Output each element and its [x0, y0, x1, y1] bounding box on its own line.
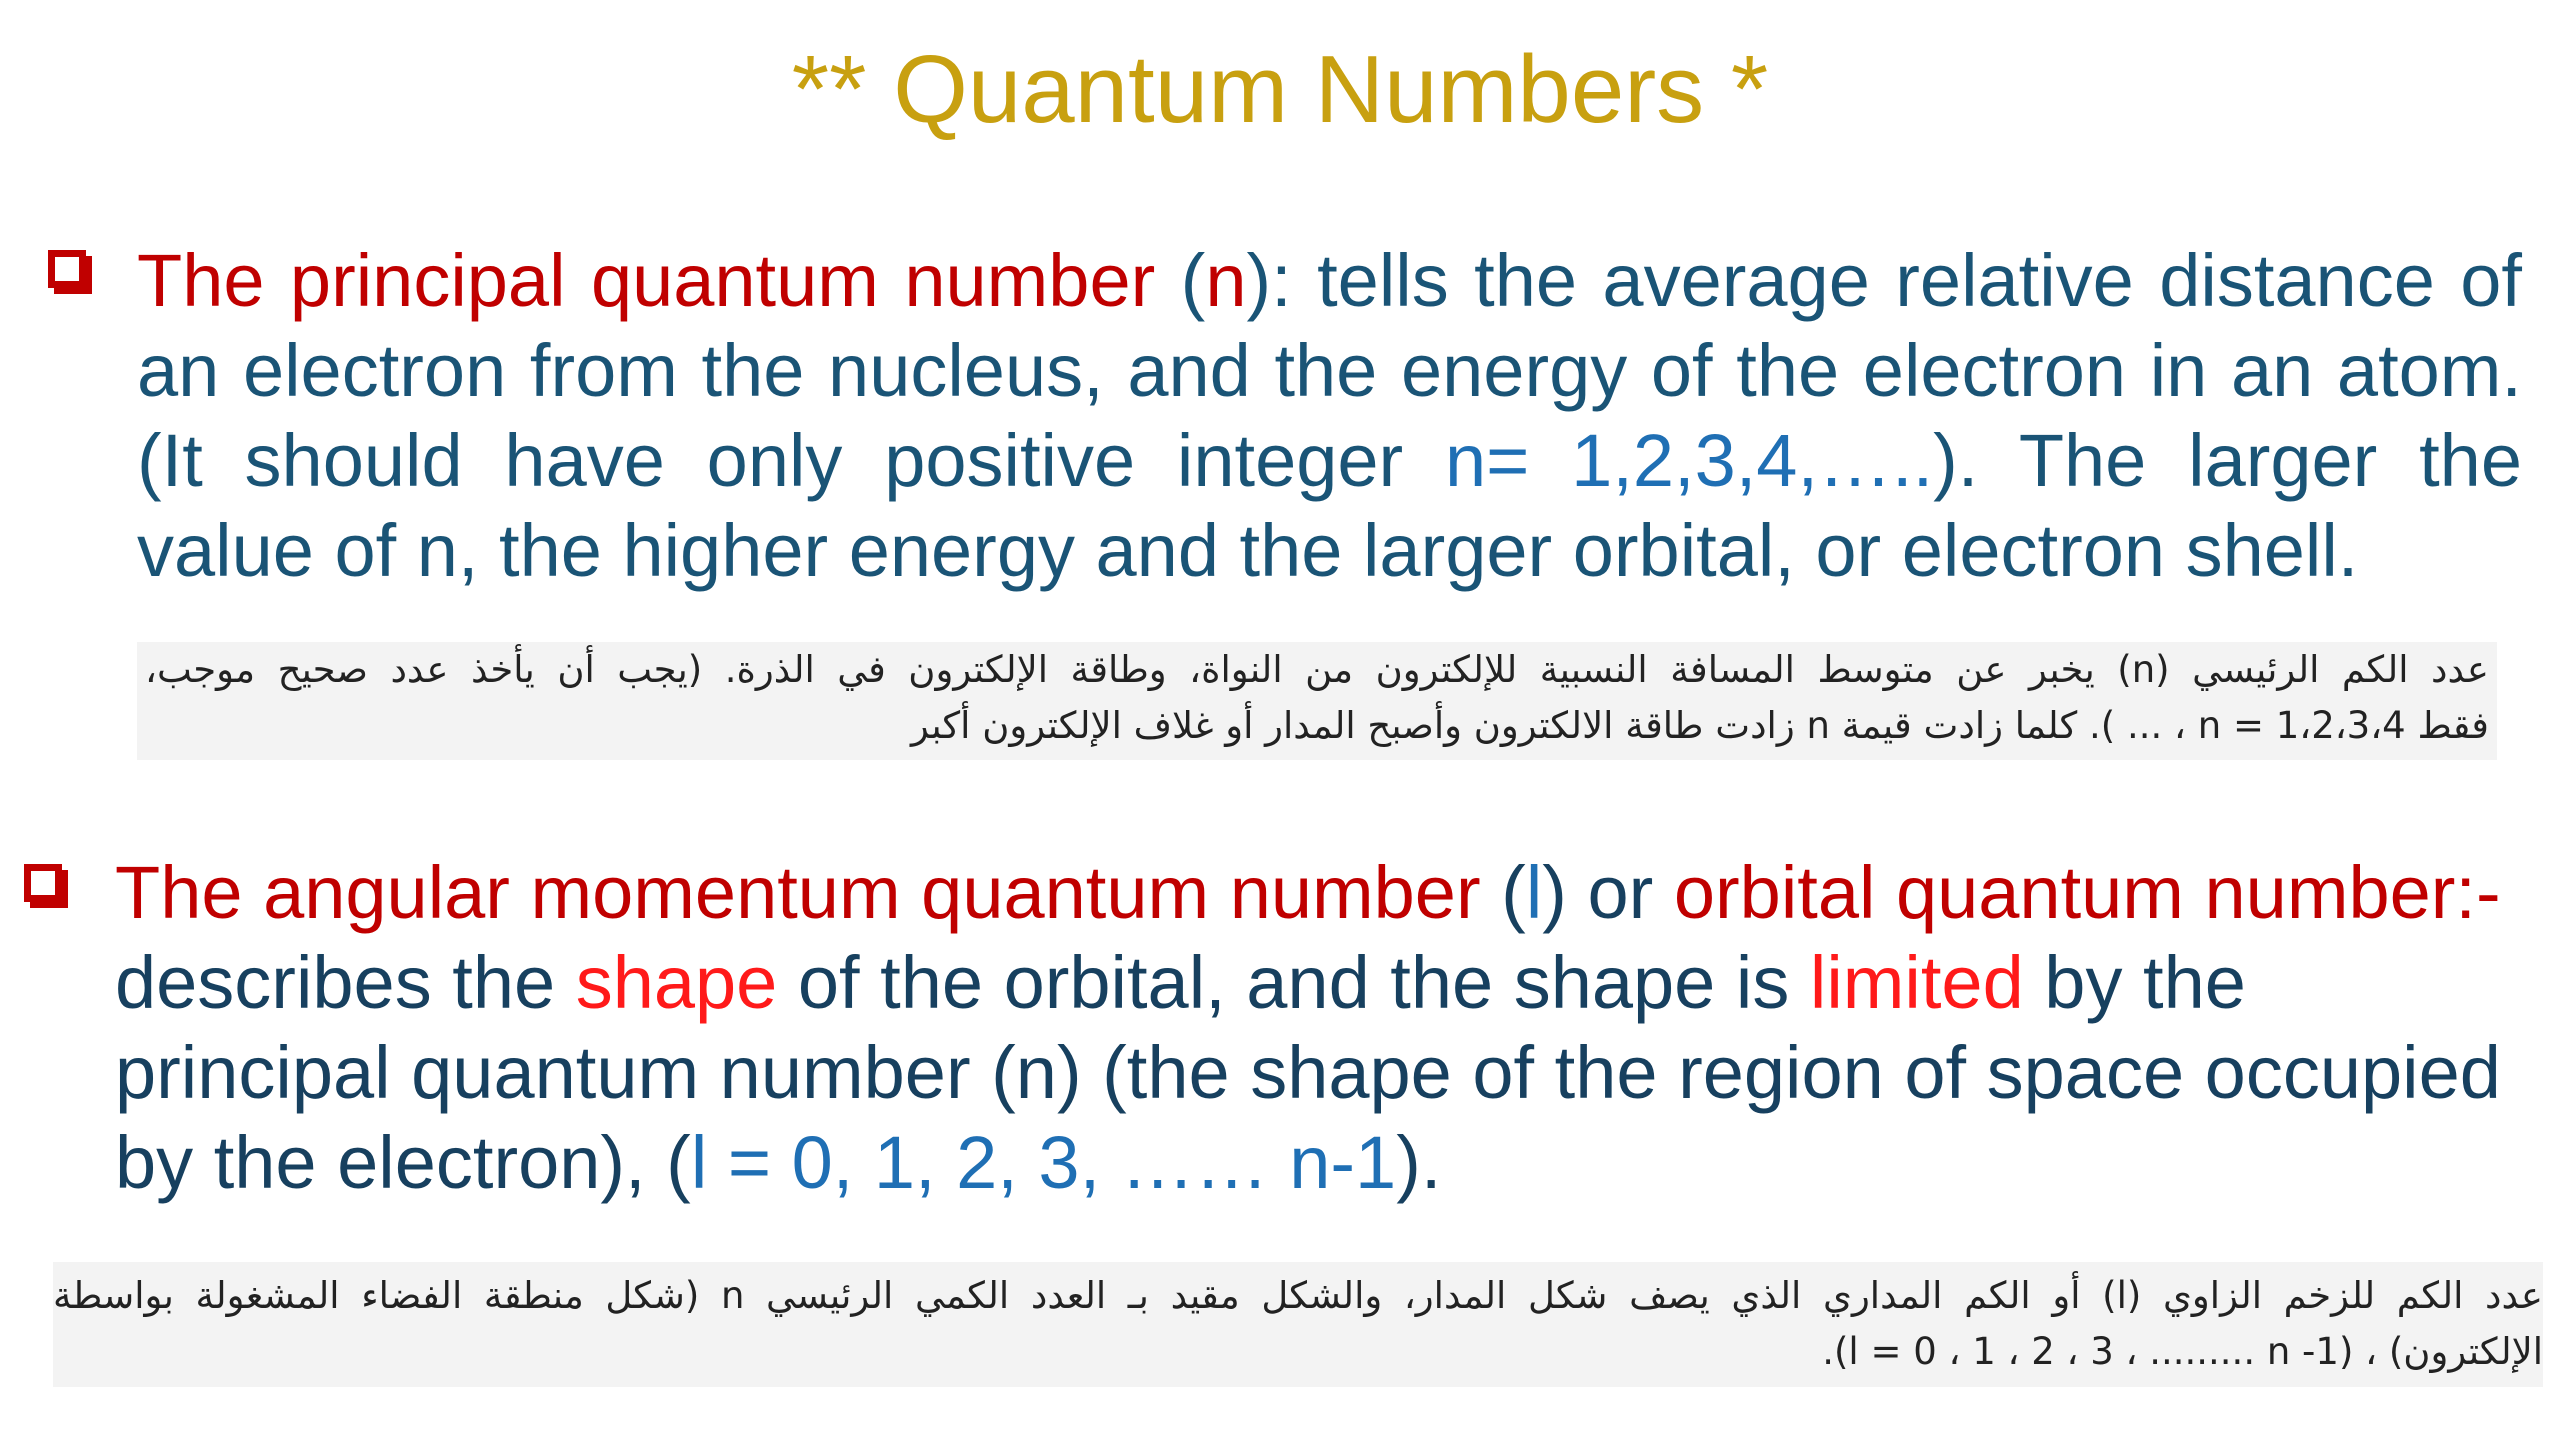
symbol-l: l — [1525, 851, 1543, 934]
angular-arabic-line2: الإلكترون) ، (l = 0 ، 1 ، 2 ، 3 ، ......... n -1). — [1822, 1330, 2543, 1373]
angular-arabic-translation — [53, 1262, 2543, 1387]
symbol-n: n — [1205, 239, 1247, 322]
shape-word: shape — [575, 941, 778, 1024]
l-values: l = 0, 1, 2, 3, …… n-1 — [690, 1121, 1397, 1204]
section1-line2: an electron from the nucleus, and the energy of the electron in an atom. — [137, 329, 2522, 412]
section1-line3: (It should have only positive integer n= 1,2,3,4,…..). The larger the — [137, 419, 2522, 502]
slide-title: ** Quantum Numbers * — [791, 36, 1769, 143]
section2-line4: by the electron), (l = 0, 1, 2, 3, …… n-1). — [115, 1121, 1442, 1204]
section2-line2: describes the shape of the orbital, and the shape is limited by the — [115, 941, 2246, 1024]
angular-momentum-text — [115, 848, 2535, 1208]
section1-line1: The principal quantum number (n): tells the average relative distance of — [137, 239, 2522, 322]
principal-arabic-line1: عدد الكم الرئيسي (n) يخبر عن متوسط المسافة النسبية للإلكترون من النواة، وطاقة الإلكترون في الذرة. (يجب أن يأخذ عدد صحيح موجب، — [145, 648, 2490, 691]
principal-quantum-number-text — [137, 236, 2522, 596]
n-values: n= 1,2,3,4,….. — [1445, 419, 1934, 502]
angular-term: The angular momentum quantum number — [115, 851, 1481, 934]
hollow-square-bullet-icon — [48, 250, 86, 288]
orbital-term: orbital quantum number:- — [1673, 851, 2501, 934]
limited-word: limited — [1809, 941, 2024, 1024]
hollow-square-bullet-icon — [24, 864, 62, 902]
principal-term: The principal quantum number — [137, 239, 1156, 322]
section2-line1: The angular momentum quantum number (l) or orbital quantum number:- — [115, 851, 2501, 934]
angular-arabic-line1: عدد الكم للزخم الزاوي (l) أو الكم المداري الذي يصف شكل المدار، والشكل مقيد بـ العدد الكمي الرئيسي n (شكل منطقة الفضاء المشغولة بواسطة — [53, 1274, 2543, 1317]
principal-arabic-line2: فقط n = 1،2،3،4 ، ... ). كلما زادت قيمة n زادت طاقة الالكترون وأصبح المدار أو غلاف الإلكترون أكبر — [910, 704, 2489, 747]
section2-line3: principal quantum number (n) (the shape of the region of space occupied — [115, 1031, 2501, 1114]
section1-line4: value of n, the higher energy and the larger orbital, or electron shell. — [137, 509, 2359, 592]
principal-arabic-translation — [137, 642, 2497, 760]
